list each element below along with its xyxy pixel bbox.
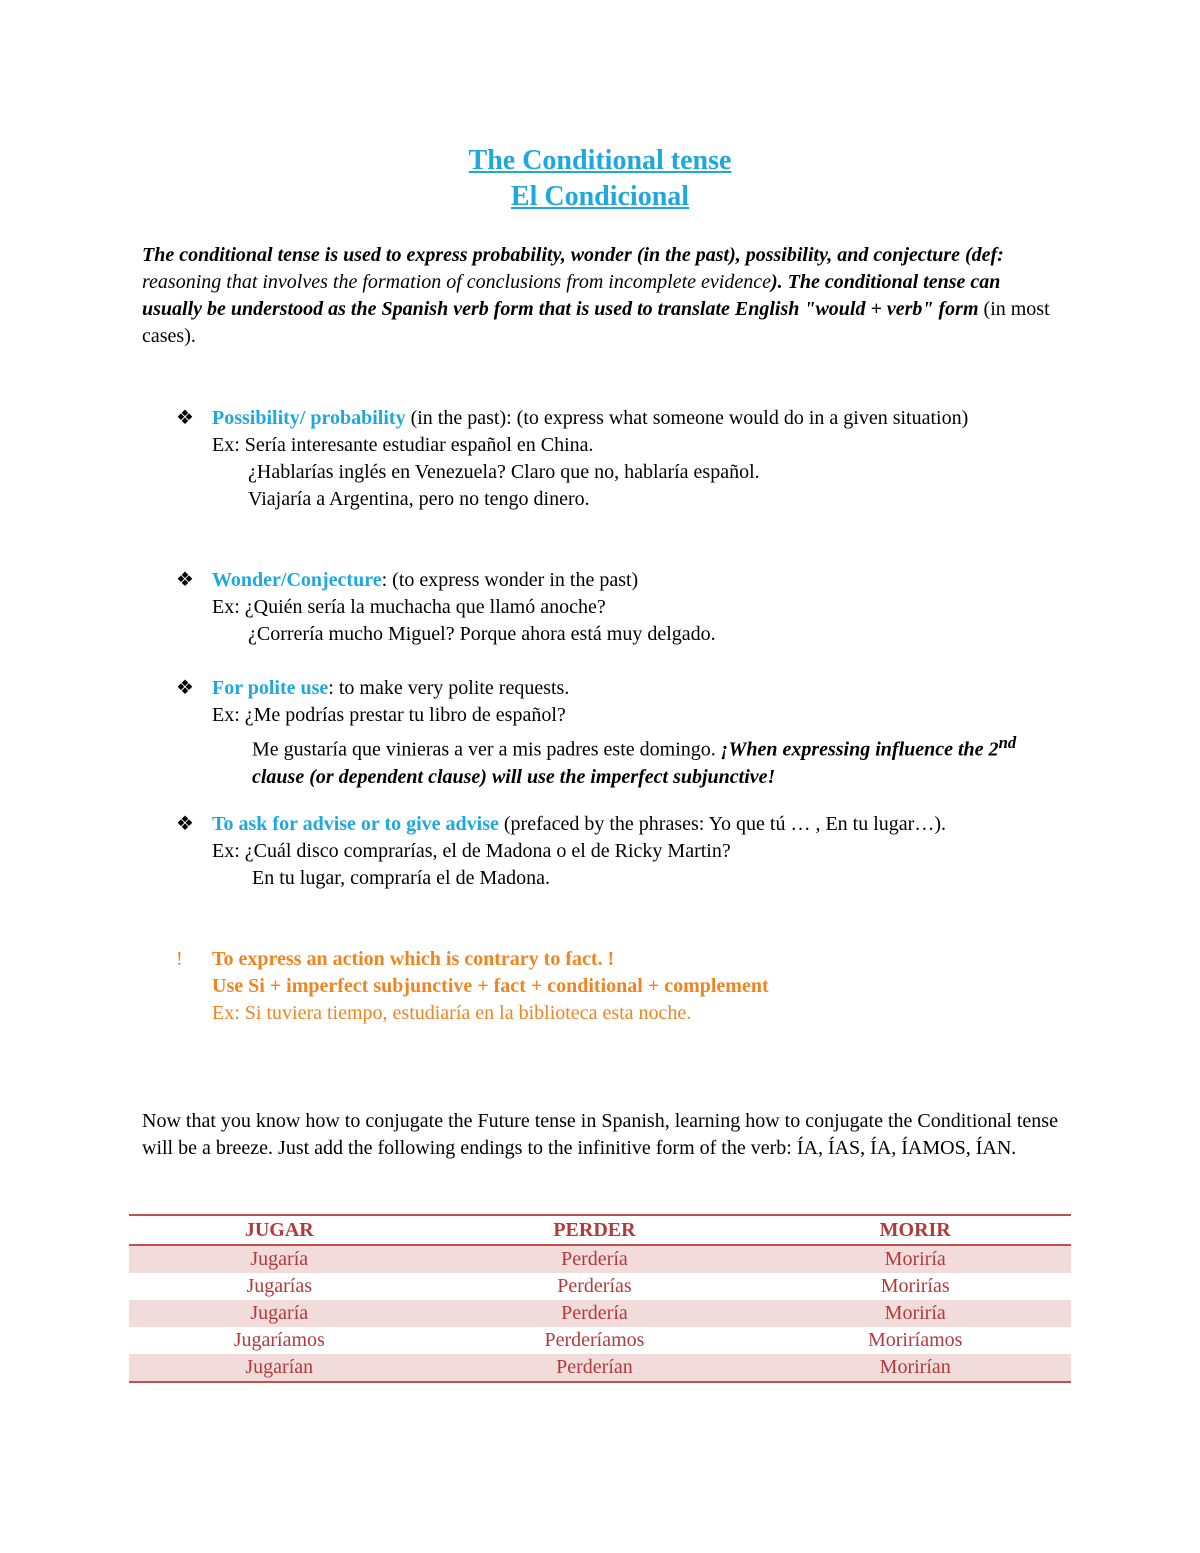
diamond-bullet-icon: ❖ (176, 677, 194, 699)
table-cell: Jugarían (129, 1354, 430, 1382)
use-polite (212, 675, 1052, 791)
use-possibility (212, 405, 1052, 513)
diamond-bullet-icon: ❖ (176, 569, 194, 591)
use-description: : to make very polite requests. (328, 677, 570, 699)
use-heading: Wonder/Conjecture (212, 569, 382, 591)
table-cell: Morirían (759, 1354, 1071, 1382)
use-advise (212, 811, 1052, 892)
table-cell: Moriría (759, 1245, 1071, 1273)
table-cell: Perderías (557, 1275, 632, 1297)
example-line: Ex: ¿Cuál disco comprarías, el de Madona o el de Ricky Martin? (212, 840, 731, 862)
superscript-nd: nd (998, 733, 1017, 752)
subjunctive-note-end: clause (or dependent clause) will use the imperfect subjunctive! (252, 765, 776, 788)
formula-line: Use Si + imperfect subjunctive + fact + conditional + complement (212, 975, 769, 997)
intro-paragraph (142, 242, 1062, 350)
intro-definition: reasoning that involves the formation of conclusions from incomplete evidence (142, 271, 771, 293)
table-row (129, 1354, 1071, 1382)
table-cell: Perdería (430, 1300, 760, 1327)
example-line: Me gustaría que vinieras a ver a mis padres este domingo. (252, 738, 721, 761)
table-row (129, 1300, 1071, 1327)
example-line: ¿Hablarías inglés en Venezuela? Claro que no, hablaría español. (248, 461, 760, 483)
intro-part3: (in most cases). (142, 298, 1050, 347)
example-line: Viajaría a Argentina, pero no tengo dinero. (248, 488, 590, 510)
use-contrary (212, 946, 1052, 1027)
table-cell: Jugaría (129, 1300, 430, 1327)
endings-paragraph: Now that you know how to conjugate the Future tense in Spanish, learning how to conjugate the Conditional tense will be a breeze. Just add the following endings to the infinitive form of the verb: ÍA, ÍAS, ÍA, ÍAMOS, ÍAN. (142, 1110, 1058, 1159)
subjunctive-note: ¡When expressing influence the 2 (720, 738, 999, 761)
table-row (129, 1327, 1071, 1354)
table-cell: Jugarías (246, 1275, 313, 1297)
example-line: Ex: ¿Me podrías prestar tu libro de español? (212, 704, 566, 726)
use-heading: To express an action which is contrary to fact. ! (212, 948, 615, 970)
intro-part1: The conditional tense is used to express probability, wonder (in the past), possibility, and conjecture (def: (142, 244, 1004, 266)
table-cell: Perderíamos (544, 1329, 645, 1351)
conjugation-table (129, 1214, 1071, 1383)
diamond-bullet-icon: ❖ (176, 813, 194, 835)
use-heading: To ask for advise or to give advise (212, 813, 499, 835)
table-cell: Moriría (759, 1300, 1071, 1327)
example-line: Ex: Sería interesante estudiar español en China. (212, 434, 594, 456)
example-line: ¿Correría mucho Miguel? Porque ahora está muy delgado. (248, 623, 716, 645)
column-header: JUGAR (129, 1215, 430, 1245)
use-description: (in the past): (to express what someone would do in a given situation) (405, 407, 969, 429)
use-description: : (to express wonder in the past) (381, 569, 639, 591)
example-line: Ex: Si tuviera tiempo, estudiaría en la biblioteca esta noche. (212, 1002, 692, 1024)
table-cell: Jugaría (129, 1245, 430, 1273)
page-subtitle: El Condicional (510, 181, 690, 212)
table-cell: Perdería (430, 1245, 760, 1273)
table-cell: Morirías (880, 1275, 950, 1297)
page-title: The Conditional tense (468, 145, 732, 176)
exclamation-marker: ! (176, 948, 183, 970)
column-header: MORIR (759, 1215, 1071, 1245)
intro-part2: ). The conditional tense can usually be understood as the Spanish verb form that is used to translate English "would + verb" form (142, 271, 1001, 320)
table-cell: Moriríamos (867, 1329, 963, 1351)
column-header: PERDER (430, 1215, 760, 1245)
table-cell: Perderían (430, 1354, 760, 1382)
use-heading: Possibility/ probability (212, 407, 406, 429)
table-row (129, 1273, 1071, 1300)
example-line: Ex: ¿Quién sería la muchacha que llamó anoche? (212, 596, 606, 618)
table-cell: Jugaríamos (233, 1329, 325, 1351)
table-row (129, 1245, 1071, 1273)
example-line: En tu lugar, compraría el de Madona. (252, 867, 550, 889)
diamond-bullet-icon: ❖ (176, 407, 194, 429)
use-heading: For polite use (212, 677, 329, 699)
table-header-row (129, 1215, 1071, 1245)
use-wonder (212, 567, 1052, 648)
use-description: (prefaced by the phrases: Yo que tú … , En tu lugar…). (498, 813, 946, 835)
